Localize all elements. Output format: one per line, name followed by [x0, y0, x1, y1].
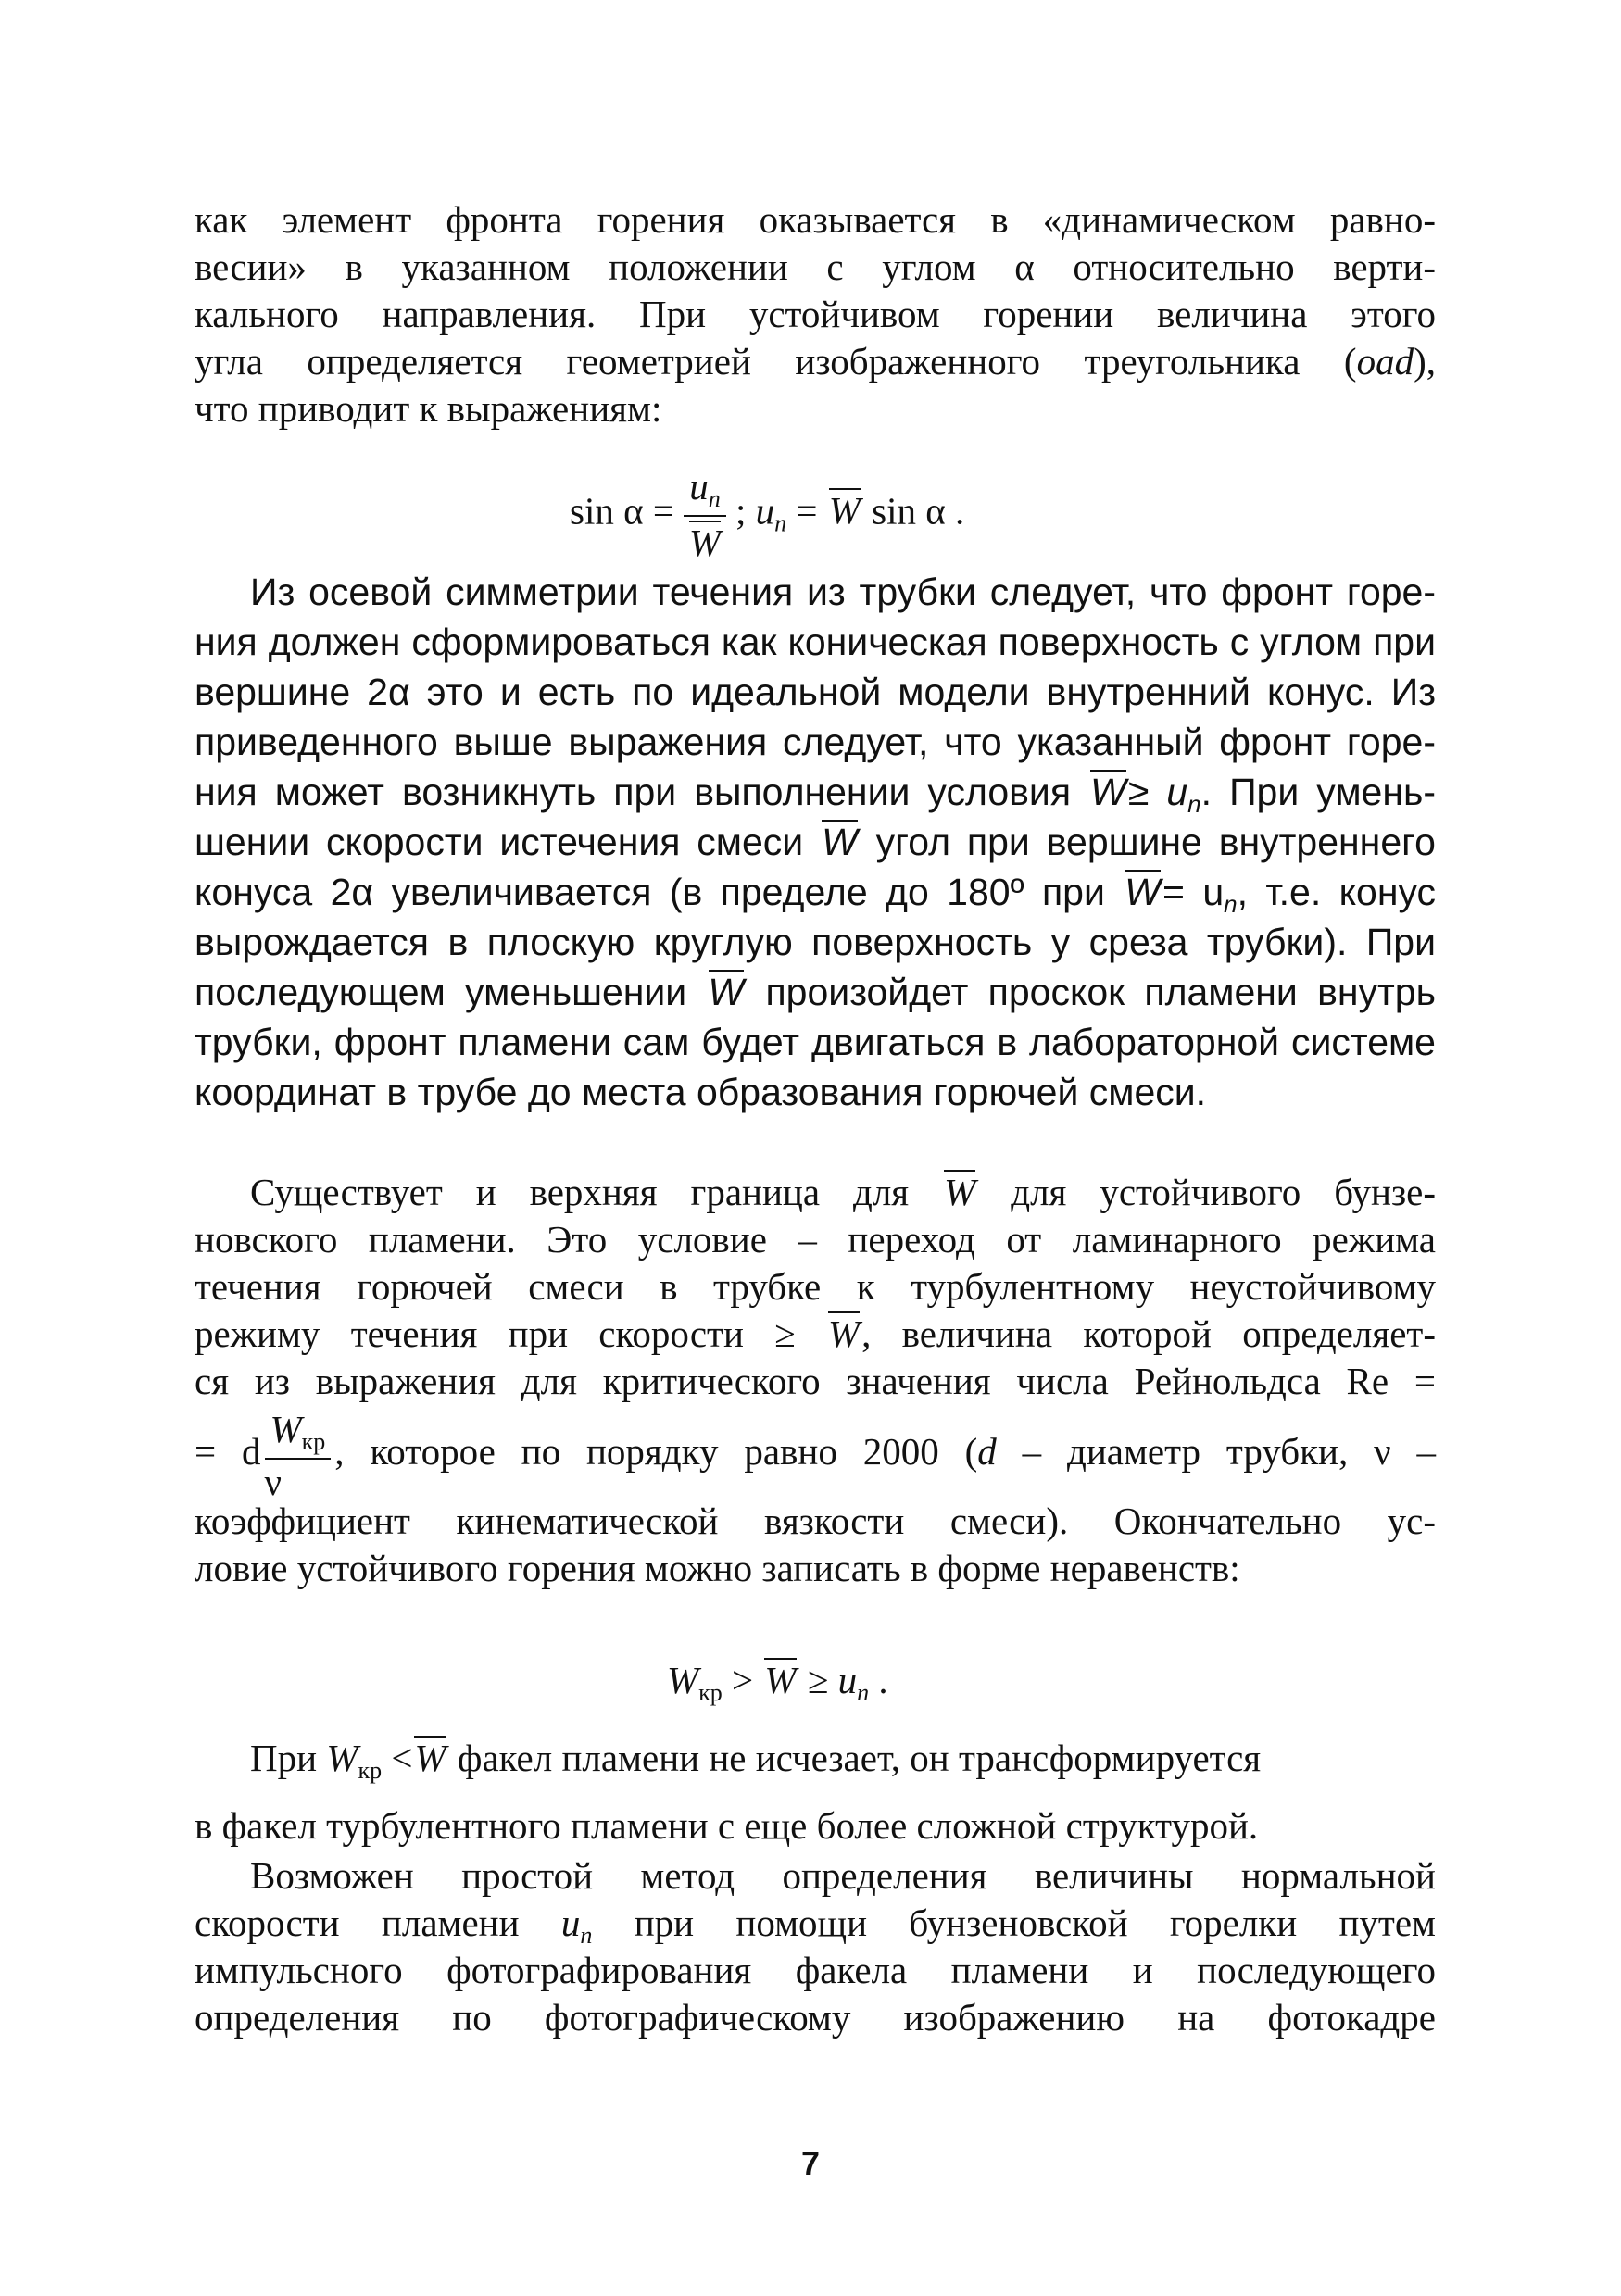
text-line: в факел турбулентного пламени с еще более сложной структурой.	[195, 1804, 1259, 1847]
page-number: 7	[800, 2144, 821, 2182]
text-line: коэффициент кинематической вязкости смеси). Окончательно ус-	[195, 1499, 1436, 1542]
text-line: новского пламени. Это условие – переход от ламинарного режима	[195, 1218, 1436, 1261]
equation-sin-alpha: sin α = $\frac{u_n}{W}$ ; $u_n = W$ sin α .	[570, 465, 965, 564]
text-line: = d $\frac{W_{кр}}{\nu}$ , которое по порядку равно 2000 (d – диаметр трубки, ν –	[195, 1407, 1436, 1503]
paragraph-intro	[195, 196, 1436, 433]
text-line: вершине 2α это и есть по идеальной модели внутренний конус. Из	[195, 671, 1436, 713]
text-line: режиму течения при скорости ≥ W, величина которой определяет-	[195, 1312, 1436, 1355]
paragraph-cone	[195, 567, 1436, 1117]
text-line: шении скорости истечения смеси W угол при вершине внутреннего	[195, 821, 1436, 863]
text-line: приведенного выше выражения следует, что указанный фронт горе-	[195, 721, 1436, 763]
text-line: импульсного фотографирования факела пламени и последующего	[195, 1949, 1436, 1991]
text-line: как элемент фронта горения оказывается в «динамическом равно-	[195, 198, 1436, 241]
text-line: Возможен простой метод определения величины нормальной	[250, 1854, 1436, 1897]
text-line: последующем уменьшении W произойдет проскок пламени внутрь	[195, 971, 1436, 1013]
text-line: координат в трубе до места образования горючей смеси.	[195, 1071, 1207, 1113]
text-line: скорости пламени $u_n$ при помощи бунзеновской горелки путем	[195, 1901, 1436, 1949]
text-line: ния должен сформироваться как коническая поверхность с углом при	[195, 621, 1436, 663]
text-line: конуса 2α увеличивается (в пределе до 180º при $W= u_n$, т.е. конус	[195, 871, 1437, 918]
text-line: ния может возникнуть при выполнении условия $W\ge u_n$. При умень-	[195, 771, 1436, 818]
text-line: кального направления. При устойчивом горении величина этого	[195, 293, 1436, 335]
text-line: что приводит к выражениям:	[195, 387, 662, 430]
text-line: течения горючей смеси в трубке к турбулентному неустойчивому	[195, 1265, 1436, 1308]
text-line: При $W_{кр} <W$ факел пламени не исчезает, он трансформируется	[250, 1737, 1262, 1784]
text-line: вырождается в плоскую круглую поверхность у среза трубки). При	[195, 921, 1436, 963]
equation-inequality: $W_{кр} > W \ge u_n$ .	[667, 1659, 888, 1706]
text-line: весии» в указанном положении с углом α относительно верти-	[195, 245, 1436, 288]
paragraph-upper-limit	[195, 1169, 1436, 1592]
text-line: ловие устойчивого горения можно записать в форме неравенств:	[195, 1547, 1240, 1589]
text-line: угла определяется геометрией изображенного треугольника (oad),	[195, 340, 1436, 383]
text-line: Из осевой симметрии течения из трубки следует, что фронт горе-	[250, 571, 1436, 613]
text-line: ся из выражения для критического значения числа Рейнольдса Re =	[195, 1360, 1436, 1402]
paragraph-turbulent	[195, 1730, 1436, 1850]
paragraph-method	[195, 1852, 1436, 2041]
text-line: Существует и верхняя граница для W для устойчивого бунзе-	[250, 1171, 1437, 1213]
text-line: определения по фотографическому изображению на фотокадре	[195, 1996, 1436, 2039]
text-line: трубки, фронт пламени сам будет двигаться в лабораторной системе	[195, 1021, 1436, 1063]
